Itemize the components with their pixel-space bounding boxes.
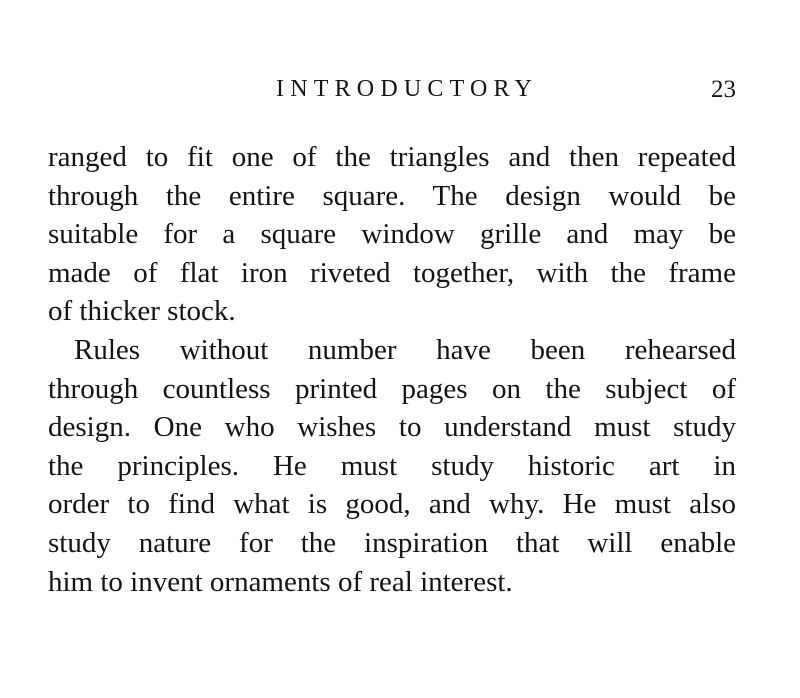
page-header [48,76,736,110]
running-head: INTRODUCTORY [276,76,538,102]
text-line: through countless printed pages on the subject of [48,372,736,405]
body-text [48,138,736,601]
paragraph [48,138,736,331]
text-line: of thicker stock. [48,295,236,328]
text-line: order to find what is good, and why. He must also [48,488,736,521]
paragraph [48,331,736,601]
text-line: the principles. He must study historic art in [48,449,736,482]
page-number: 23 [711,76,736,103]
text-line: ranged to fit one of the triangles and then repeated [48,141,736,173]
text-line: suitable for a square window grille and may be [48,218,736,251]
text-line: made of flat iron riveted together, with the frame [48,256,736,289]
text-line: Rules without number have been rehearsed [74,333,736,366]
text-line: design. One who wishes to understand must study [48,411,736,444]
text-line: through the entire square. The design would be [48,179,736,212]
text-line: him to invent ornaments of real interest. [48,565,513,598]
text-line: study nature for the inspiration that will enable [48,526,736,559]
